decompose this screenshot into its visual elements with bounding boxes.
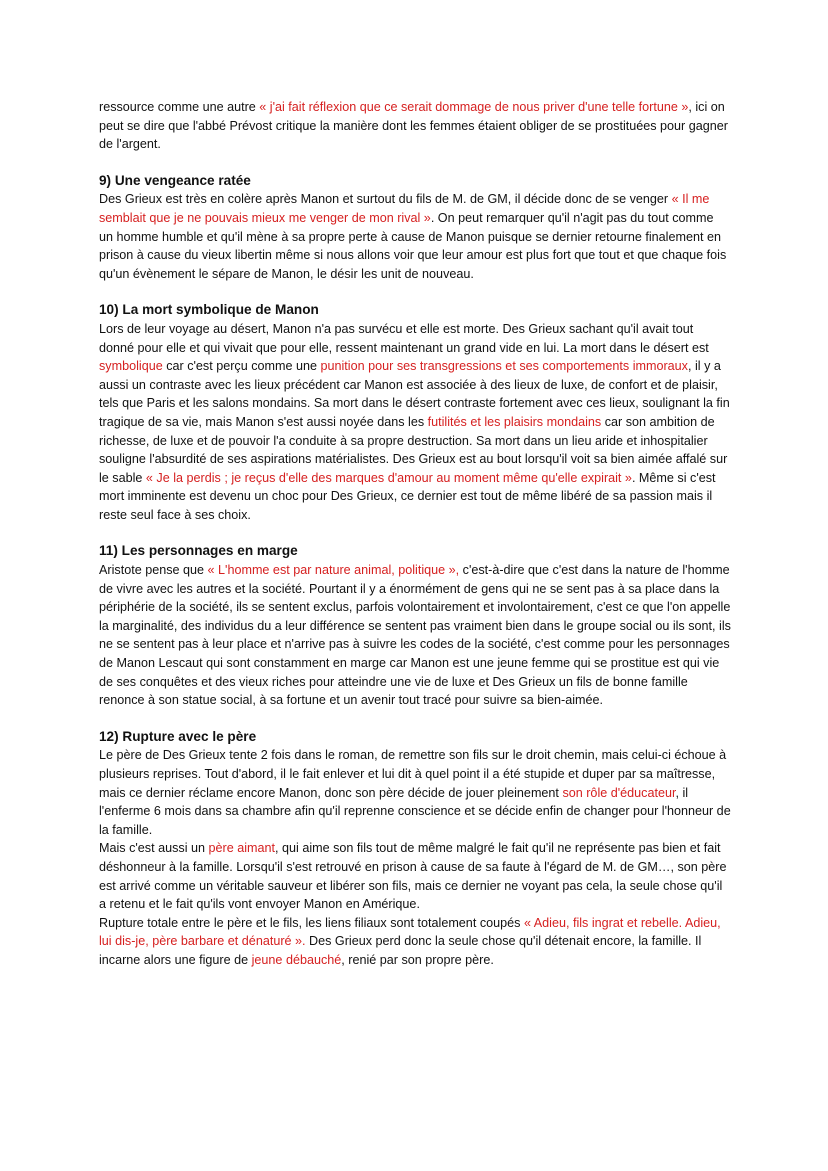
section-heading: 12) Rupture avec le père xyxy=(99,728,257,744)
section-paragraph xyxy=(99,839,731,913)
text-run: Aristote pense que xyxy=(99,563,208,578)
text-run: car c'est perçu comme une xyxy=(162,359,321,374)
quote-highlight: son rôle d'éducateur xyxy=(562,785,676,800)
text-run: Rupture totale entre le père et le fils, les liens filiaux sont totalement coupés xyxy=(99,915,524,930)
text-run: , il l'enferme 6 mois dans sa chambre afin qu'il reprenne conscience et se décide enfin de changer pour l'honneur de la famille. xyxy=(99,785,731,837)
text-run: , il y a aussi un contraste avec les lieux précédent car Manon est associée à des lieux de luxe, de confort et de plaisir, tels que Paris et les salons mondains. Sa mort dans le désert contraste fortement avec ces lieux, soulignant la fin tragique de sa vie, mais Manon s'est aussi noyée dans les xyxy=(99,359,730,429)
text-run: , ici on peut se dire que l'abbé Prévost critique la manière dont les femmes étaient obliger de se prostituées pour gagner de l'argent. xyxy=(99,100,728,152)
text-run: , qui aime son fils tout de même malgré le fait qu'il ne représente pas bien et fait déshonneur à la famille. Lorsqu'il s'est retrouvé en prison à cause de sa faute à l'égard de M. de GM…, son père est arrivé comme un véritable sauveur et libérer son fils, mais ce dernier ne voyant pas cela, la seule chose qu'il a retenu et le fait qu'ils vont envoyer Manon en Amérique. xyxy=(99,841,727,912)
quote-highlight: futilités et les plaisirs mondains xyxy=(427,414,602,429)
section-paragraph xyxy=(99,746,731,839)
text-run: Mais c'est aussi un xyxy=(99,841,209,856)
section-personnages-marge xyxy=(99,542,731,709)
text-run: Des Grieux est très en colère après Manon et surtout du fils de M. de GM, il décide donc de se venger xyxy=(99,192,672,207)
quote-highlight: « Je la perdis ; je reçus d'elle des marques d'amour au moment même qu'elle expirait » xyxy=(145,470,632,485)
section-mort-symbolique xyxy=(99,301,731,524)
document-page xyxy=(99,98,731,970)
section-paragraph xyxy=(99,190,731,283)
section-heading: 10) La mort symbolique de Manon xyxy=(99,302,319,318)
text-run: c'est-à-dire que c'est dans la nature de l'homme de vivre avec les autres et la société. Pourtant il y a énormément de gens qui ne se sent pas à sa place dans la périphérie de la société, ils se sentent exclus, parfois volontairement et involontairement, c'est ce que l'on appelle la marginalité, des individus du a leur différence se sentent pas vraiment bien dans le groupe social ou ils sont, ils ne se sentent pas à leur place et n'arrive pas à suivre les codes de la société, c'est comme pour les personnages de Manon Lescaut qui sont constamment en marge car Manon est une jeune femme qui se prostitue est qui vie de ses conquêtes et des vieux riches pour atteindre une vie de luxe et Des Grieux un fils de bonne famille renonce à son statue social, à sa fortune et un avenir tout tracé pour suivre sa bien-aimée. xyxy=(99,563,731,708)
section-heading: 9) Une vengeance ratée xyxy=(99,172,251,188)
quote-highlight: « j'ai fait réflexion que ce serait dommage de nous priver d'une telle fortune » xyxy=(259,100,689,114)
quote-highlight: « L'homme est par nature animal, politique », xyxy=(207,563,460,578)
text-run: Le père de Des Grieux tente 2 fois dans le roman, de remettre son fils sur le droit chemin, mais celui-ci échoue à plusieurs reprises. Tout d'abord, il le fait enlever et lui dit à quel point il a été stupide et duper par sa maîtresse, mais ce dernier réclame encore Manon, donc son père décide de jouer pleinement xyxy=(99,748,727,800)
intro-paragraph xyxy=(99,98,731,154)
section-paragraph xyxy=(99,914,731,970)
quote-highlight: père aimant xyxy=(208,841,276,856)
text-run: . On peut remarquer qu'il n'agit pas du tout comme un homme humble et qu'il mène à sa propre perte à cause de Manon puisque se dernier retourne finalement en prison à cause du vieux libertin même si nous allons voir que leur amour est plus fort que tout et que chaque fois qu'un évènement le sépare de Manon, le désir les unit de nouveau. xyxy=(99,210,727,281)
quote-highlight: punition pour ses transgressions et ses comportements immoraux xyxy=(320,359,688,374)
text-run: ressource comme une autre xyxy=(99,100,260,114)
section-rupture-pere xyxy=(99,728,731,970)
text-run: car son ambition de richesse, de luxe et de pouvoir l'a conduite à sa propre destruction. Sa mort dans un lieu aride et inhospitalier souligne l'absurdité de ses aspirations matérialistes. Des Grieux est au bout lorsqu'il voit sa bien aimée affalé sur le sable xyxy=(99,414,728,485)
section-paragraph xyxy=(99,320,731,525)
quote-highlight: jeune débauché xyxy=(251,952,342,967)
quote-highlight: symbolique xyxy=(99,359,163,374)
text-run: Lors de leur voyage au désert, Manon n'a pas survécu et elle est morte. Des Grieux sachant qu'il avait tout donné pour elle et qui vivait que pour elle, ressent maintenant un grand vide en lui. La mort dans le désert est xyxy=(99,321,709,355)
section-heading: 11) Les personnages en marge xyxy=(99,543,298,559)
quote-highlight: « Il me semblait que je ne pouvais mieux me venger de mon rival » xyxy=(99,192,710,225)
quote-highlight: « Adieu, fils ingrat et rebelle. Adieu, lui dis-je, père barbare et dénaturé ». xyxy=(99,915,721,949)
section-vengeance xyxy=(99,172,731,284)
text-run: Des Grieux perd donc la seule chose qu'il détenait encore, la famille. Il incarne alors une figure de xyxy=(99,934,702,967)
text-run: , renié par son propre père. xyxy=(341,952,494,967)
text-run: . Même si c'est mort imminente est devenu un choc pour Des Grieux, ce dernier est tout de même libéré de sa passion mais il reste seul face à ses choix. xyxy=(99,470,716,522)
section-paragraph xyxy=(99,561,731,710)
